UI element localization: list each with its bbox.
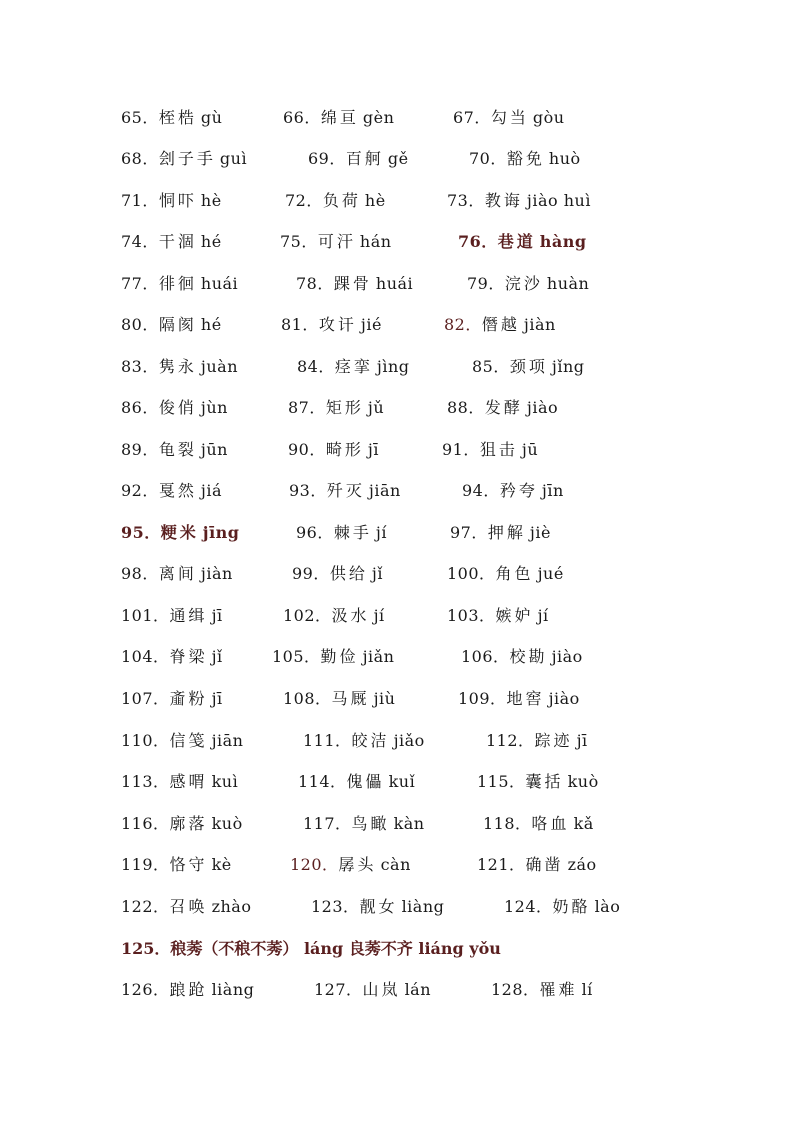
vocab-entry [121, 601, 223, 631]
vocab-entry [477, 767, 599, 797]
vocab-row [0, 850, 794, 880]
entry-number: 97． [450, 523, 488, 542]
entry-pinyin: càn [380, 855, 411, 874]
entry-pinyin: kǎ [573, 814, 594, 833]
entry-word: 攻讦 [318, 315, 357, 334]
vocab-entry [121, 559, 233, 589]
vocab-entry [283, 684, 395, 714]
entry-word: 勾当 [490, 108, 529, 127]
vocab-entry [296, 269, 413, 299]
entry-number: 65． [121, 108, 159, 127]
entry-word: 发酵 [484, 398, 523, 417]
entry-number: 94． [462, 481, 500, 500]
entry-number: 70． [469, 149, 507, 168]
entry-word: 踪迹 [534, 731, 573, 750]
vocab-entry [280, 227, 392, 257]
entry-number: 90． [288, 440, 326, 459]
entry-number: 98． [121, 564, 159, 583]
vocab-entry-highlighted: 125．稂莠（不稂不莠） láng 良莠不齐 liáng yǒu [121, 939, 501, 958]
entry-number: 87． [288, 398, 326, 417]
entry-word: 僭越 [481, 315, 520, 334]
vocab-entry [288, 393, 384, 423]
entry-number: 122． [121, 897, 170, 916]
vocab-entry [303, 726, 425, 756]
entry-number: 92． [121, 481, 159, 500]
vocab-entry [289, 476, 401, 506]
entry-pinyin: huàn [546, 274, 590, 293]
entry-word: 矩形 [325, 398, 364, 417]
entry-pinyin: jiè [529, 523, 551, 542]
entry-number: 93． [289, 481, 327, 500]
entry-word: 隽永 [158, 357, 197, 376]
entry-number: 114． [298, 772, 347, 791]
entry-pinyin: hé [200, 232, 222, 251]
entry-number: 91． [442, 440, 480, 459]
vocab-entry [450, 518, 551, 548]
vocab-entry [469, 144, 581, 174]
entry-word: 嫉妒 [495, 606, 534, 625]
vocab-entry [121, 892, 251, 922]
vocab-row [0, 103, 794, 133]
entry-number: 113． [121, 772, 170, 791]
entry-number: 121． [477, 855, 526, 874]
entry-pinyin: hè [364, 191, 386, 210]
entry-number: 85． [472, 357, 510, 376]
entry-pinyin: hé [200, 315, 222, 334]
entry-pinyin: jiàn [200, 564, 233, 583]
entry-number: 78． [296, 274, 334, 293]
entry-word: 皎洁 [351, 731, 390, 750]
entry-number: 100． [447, 564, 496, 583]
entry-pinyin: hàng [539, 232, 587, 251]
vocab-entry [467, 269, 589, 299]
entry-pinyin: gòu [532, 108, 565, 127]
entry-pinyin: liàng [401, 897, 445, 916]
entry-number-highlighted: 120． [290, 855, 339, 874]
entry-number: 81． [281, 315, 319, 334]
entry-pinyin: gèn [362, 108, 395, 127]
entry-pinyin: jǔ [367, 398, 385, 417]
entry-number: 102． [283, 606, 332, 625]
vocab-row [0, 642, 794, 672]
entry-word: 浣沙 [504, 274, 543, 293]
vocab-entry [283, 601, 385, 631]
vocab-row [0, 310, 794, 340]
vocab-entry [121, 767, 238, 797]
entry-pinyin: jiào [551, 647, 583, 666]
vocab-entry [442, 435, 538, 465]
entry-number: 69． [308, 149, 346, 168]
entry-word: 勤俭 [320, 647, 359, 666]
entry-pinyin: jūn [200, 440, 228, 459]
vocab-entry [311, 892, 444, 922]
entry-word: 齑粉 [169, 689, 208, 708]
entry-word: 颈项 [509, 357, 548, 376]
entry-number: 127． [314, 980, 363, 999]
entry-pinyin: kè [211, 855, 232, 874]
vocab-row [0, 227, 794, 257]
entry-number: 109． [458, 689, 507, 708]
entry-word: 傀儡 [346, 772, 385, 791]
entry-word: 刽子手 [158, 149, 216, 168]
vocab-entry [288, 435, 379, 465]
entry-word: 棘手 [333, 523, 372, 542]
entry-word: 靓女 [359, 897, 398, 916]
entry-pinyin: jié [360, 315, 382, 334]
entry-word: 巷道 [497, 232, 536, 251]
vocab-entry-highlighted [121, 518, 239, 548]
vocab-row [0, 809, 794, 839]
vocab-row [0, 476, 794, 506]
vocab-entry [283, 103, 394, 133]
entry-word: 角色 [495, 564, 534, 583]
entry-pinyin: jí [537, 606, 549, 625]
entry-pinyin: jiān [368, 481, 401, 500]
entry-number: 106． [461, 647, 510, 666]
entry-number: 128． [491, 980, 540, 999]
entry-pinyin: jí [373, 606, 385, 625]
entry-pinyin: záo [567, 855, 597, 874]
entry-pinyin: huái [200, 274, 239, 293]
entry-word: 孱头 [338, 855, 377, 874]
entry-pinyin: jī [367, 440, 379, 459]
vocab-entry [303, 809, 425, 839]
entry-word: 确凿 [525, 855, 564, 874]
entry-number: 119． [121, 855, 170, 874]
entry-number: 67． [453, 108, 491, 127]
entry-word: 鸟瞰 [351, 814, 390, 833]
entry-pinyin: guì [219, 149, 248, 168]
vocab-entry [444, 310, 556, 340]
entry-word: 通缉 [169, 606, 208, 625]
vocab-entry [121, 227, 222, 257]
entry-word: 徘徊 [158, 274, 197, 293]
vocab-entry [447, 559, 564, 589]
vocab-entry [453, 103, 565, 133]
vocab-row [0, 975, 794, 1005]
entry-word: 马厩 [331, 689, 370, 708]
entry-pinyin: jiào [548, 689, 580, 708]
vocab-row [0, 186, 794, 216]
entry-number: 86． [121, 398, 159, 417]
entry-number: 112． [486, 731, 535, 750]
entry-number: 118． [483, 814, 532, 833]
vocab-entry [458, 684, 580, 714]
entry-word: 狙击 [479, 440, 518, 459]
entry-number: 124． [504, 897, 553, 916]
entry-pinyin: jǐ [211, 647, 223, 666]
entry-number-highlighted: 82． [444, 315, 482, 334]
entry-pinyin: hán [359, 232, 392, 251]
entry-word: 校勘 [509, 647, 548, 666]
entry-pinyin: jìng [376, 357, 410, 376]
entry-number: 96． [296, 523, 334, 542]
entry-number: 108． [283, 689, 332, 708]
vocab-entry [121, 310, 222, 340]
vocab-entry [121, 809, 243, 839]
entry-word: 粳米 [160, 523, 199, 542]
entry-pinyin: gě [387, 149, 409, 168]
vocab-row [0, 393, 794, 423]
entry-word: 教诲 [484, 191, 523, 210]
entry-word: 干涸 [158, 232, 197, 251]
entry-word: 召唤 [169, 897, 208, 916]
entry-number: 115． [477, 772, 526, 791]
vocab-entry [296, 518, 387, 548]
entry-number: 88． [447, 398, 485, 417]
entry-pinyin: kuì [211, 772, 239, 791]
entry-word: 汲水 [331, 606, 370, 625]
entry-pinyin: jiàn [523, 315, 556, 334]
entry-number: 123． [311, 897, 360, 916]
entry-pinyin: jué [537, 564, 564, 583]
entry-pinyin: gù [200, 108, 223, 127]
entry-pinyin: jiǎn [362, 647, 395, 666]
entry-word: 咯血 [531, 814, 570, 833]
entry-word: 龟裂 [158, 440, 197, 459]
entry-pinyin: hè [200, 191, 222, 210]
entry-word: 信笺 [169, 731, 208, 750]
vocab-entry [281, 310, 382, 340]
entry-pinyin: kuǐ [388, 772, 416, 791]
vocab-entry [121, 435, 228, 465]
entry-number: 110． [121, 731, 170, 750]
entry-number: 126． [121, 980, 170, 999]
vocab-entry [272, 642, 394, 672]
entry-pinyin: jiǎo [393, 731, 425, 750]
entry-pinyin: jí [375, 523, 387, 542]
vocab-entry [121, 975, 254, 1005]
entry-word: 廓落 [169, 814, 208, 833]
vocab-entry [121, 850, 232, 880]
entry-number: 74． [121, 232, 159, 251]
entry-pinyin: lán [404, 980, 432, 999]
entry-word: 踉跄 [169, 980, 208, 999]
entry-pinyin: jī [211, 689, 223, 708]
entry-word: 俊俏 [158, 398, 197, 417]
entry-number: 116． [121, 814, 170, 833]
vocab-entry [121, 393, 228, 423]
vocab-entry [121, 186, 222, 216]
entry-pinyin: lào [594, 897, 621, 916]
entry-word: 供给 [329, 564, 368, 583]
entry-word: 隔阂 [158, 315, 197, 334]
vocab-row [0, 352, 794, 382]
entry-pinyin: lí [581, 980, 593, 999]
vocab-entry [462, 476, 564, 506]
entry-number: 117． [303, 814, 352, 833]
vocab-entry-highlighted [458, 227, 587, 257]
entry-pinyin: kàn [393, 814, 425, 833]
entry-pinyin: huái [375, 274, 414, 293]
vocab-row [0, 435, 794, 465]
entry-number: 103． [447, 606, 496, 625]
entry-pinyin: jiào [526, 398, 559, 417]
entry-word: 踝骨 [333, 274, 372, 293]
vocab-entry [297, 352, 410, 382]
vocab-entry [314, 975, 431, 1005]
entry-word: 豁免 [506, 149, 545, 168]
entry-pinyin: liàng [211, 980, 255, 999]
vocab-entry [491, 975, 593, 1005]
vocab-row [0, 518, 794, 548]
entry-pinyin: jiào huì [526, 191, 591, 210]
vocab-entry [308, 144, 409, 174]
vocab-entry [292, 559, 383, 589]
entry-word: 恫吓 [158, 191, 197, 210]
entry-pinyin: kuò [211, 814, 243, 833]
entry-pinyin: jī [576, 731, 588, 750]
entry-number: 71． [121, 191, 159, 210]
entry-number: 101． [121, 606, 170, 625]
vocab-row [0, 892, 794, 922]
entry-number: 76． [458, 232, 498, 251]
vocab-row [0, 726, 794, 756]
entry-number: 68． [121, 149, 159, 168]
vocab-entry [472, 352, 585, 382]
vocab-entry [285, 186, 386, 216]
vocab-row [0, 684, 794, 714]
entry-pinyin: jiá [200, 481, 223, 500]
entry-word: 可汗 [317, 232, 356, 251]
entry-pinyin: jī [211, 606, 223, 625]
entry-word: 百舸 [345, 149, 384, 168]
entry-number: 79． [467, 274, 505, 293]
entry-number: 89． [121, 440, 159, 459]
vocab-entry [290, 850, 411, 880]
entry-pinyin: zhào [211, 897, 252, 916]
entry-word: 歼灭 [326, 481, 365, 500]
vocab-entry [477, 850, 597, 880]
entry-word: 畸形 [325, 440, 364, 459]
entry-pinyin: jū [521, 440, 539, 459]
entry-number: 84． [297, 357, 335, 376]
vocab-entry [121, 352, 238, 382]
entry-pinyin: jiān [211, 731, 244, 750]
entry-word: 绵亘 [320, 108, 359, 127]
vocab-row [0, 767, 794, 797]
vocab-entry [298, 767, 415, 797]
entry-number: 104． [121, 647, 170, 666]
vocab-entry [483, 809, 594, 839]
entry-word: 恪守 [169, 855, 208, 874]
entry-word: 囊括 [525, 772, 564, 791]
entry-pinyin: jǐng [551, 357, 585, 376]
entry-pinyin: jīng [202, 523, 240, 542]
entry-pinyin: jùn [200, 398, 228, 417]
entry-pinyin: jīn [541, 481, 564, 500]
vocab-entry [121, 642, 223, 672]
vocab-entry [121, 103, 222, 133]
entry-word: 感喟 [169, 772, 208, 791]
vocab-entry [121, 684, 223, 714]
vocab-entry [486, 726, 588, 756]
entry-number: 72． [285, 191, 323, 210]
entry-number: 77． [121, 274, 159, 293]
entry-word: 奶酪 [552, 897, 591, 916]
entry-word: 离间 [158, 564, 197, 583]
entry-word: 地窖 [506, 689, 545, 708]
entry-number: 73． [447, 191, 485, 210]
entry-word: 痉挛 [334, 357, 373, 376]
entry-word: 矜夸 [499, 481, 538, 500]
vocab-entry [121, 144, 247, 174]
vocab-entry [121, 269, 238, 299]
vocab-entry [461, 642, 583, 672]
vocab-entry [121, 726, 243, 756]
entry-word: 负荷 [322, 191, 361, 210]
vocab-row [0, 559, 794, 589]
entry-number: 66． [283, 108, 321, 127]
entry-word: 脊梁 [169, 647, 208, 666]
vocab-entry [447, 393, 558, 423]
entry-number: 75． [280, 232, 318, 251]
entry-word: 罹难 [539, 980, 578, 999]
entry-pinyin: huò [548, 149, 581, 168]
entry-pinyin: jǐ [371, 564, 383, 583]
entry-number: 95． [121, 523, 161, 542]
vocab-entry [447, 186, 591, 216]
entry-pinyin: kuò [567, 772, 599, 791]
entry-pinyin: juàn [200, 357, 238, 376]
vocab-row [0, 269, 794, 299]
entry-number: 105． [272, 647, 321, 666]
entry-word: 戛然 [158, 481, 197, 500]
entry-word: 押解 [487, 523, 526, 542]
vocab-entry [504, 892, 620, 922]
entry-number: 99． [292, 564, 330, 583]
entry-word: 桎梏 [158, 108, 197, 127]
entry-number: 111． [303, 731, 352, 750]
entry-number: 80． [121, 315, 159, 334]
entry-number: 107． [121, 689, 170, 708]
vocab-row [0, 144, 794, 174]
vocab-entry [121, 476, 222, 506]
entry-pinyin: jiù [373, 689, 396, 708]
entry-word: 山岚 [362, 980, 401, 999]
vocab-row [0, 601, 794, 631]
entry-number: 83． [121, 357, 159, 376]
vocab-entry [447, 601, 549, 631]
